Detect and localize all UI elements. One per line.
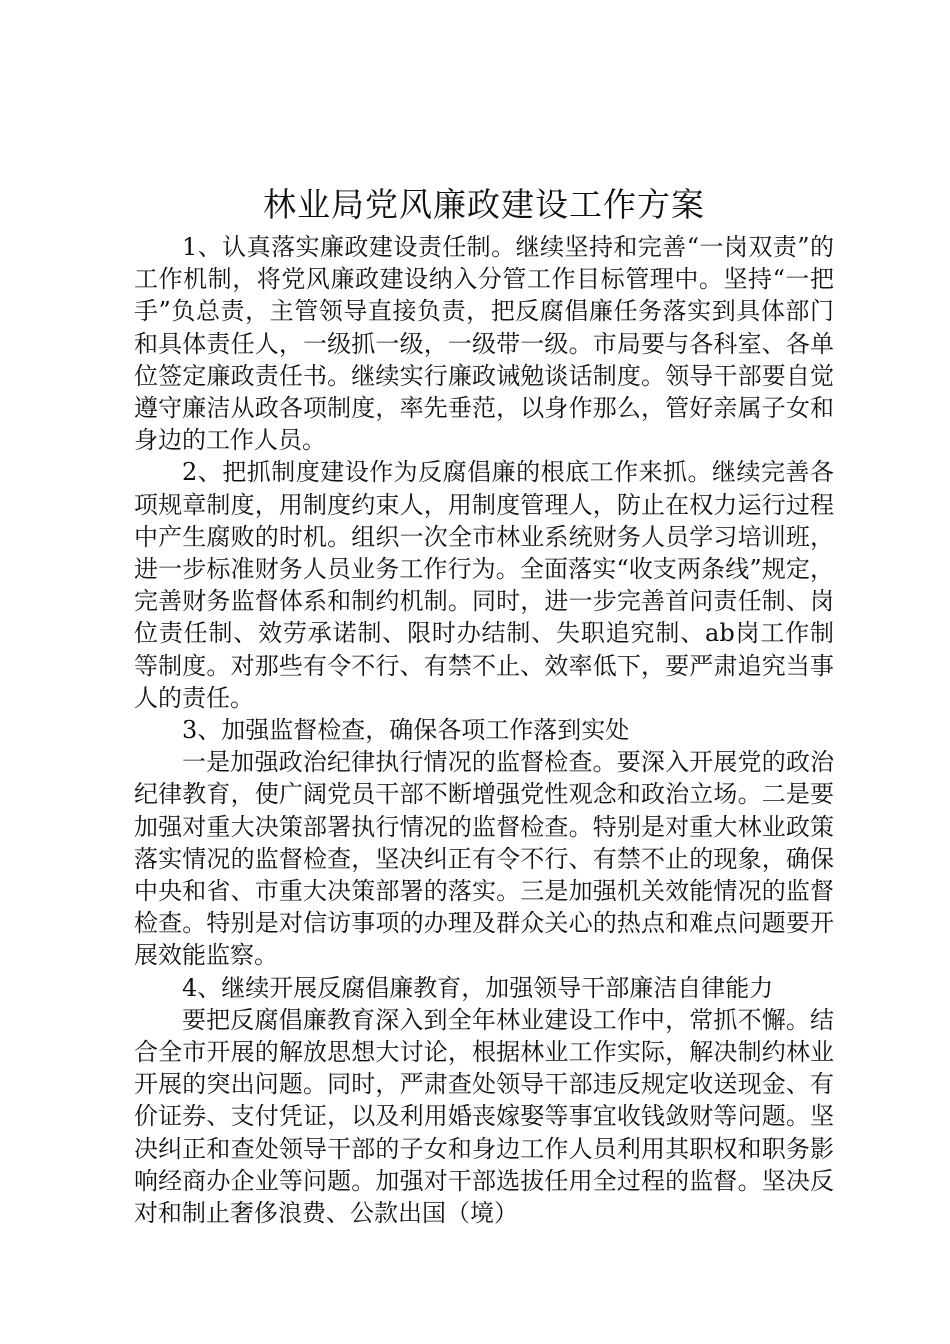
paragraph-system-building: 2、把抓制度建设作为反腐倡廉的根底工作来抓。继续完善各项规章制度，用制度约束人，用制度管理人，防止在权力运行过程中产生腐败的时机。组织一次全市林业系统财务人员学习培训班，进一步标准财务人员业务工作行为。全面落实“收支两条线”规定，完善财务监督体系和制约机制。同时，进一步完善首问责任制、岗位责任制、效劳承诺制、限时办结制、失职追究制、ab岗工作制等制度。对那些有令不行、有禁不止、效率低下，要严肃追究当事人的责任。	[134, 458, 834, 712]
paragraph-heading-education: 4、继续开展反腐倡廉教育，加强领导干部廉洁自律能力	[182, 973, 774, 1002]
paragraph-supervision-details: 一是加强政治纪律执行情况的监督检查。要深入开展党的政治纪律教育，使广阔党员干部不断增强党性观念和政治立场。二是要加强对重大决策部署执行情况的监督检查。特别是对重大林业政策落实情况的监督检查，坚决纠正有令不行、有禁不止的现象，确保中央和省、市重大决策部署的落实。三是加强机关效能情况的监督检查。特别是对信访事项的办理及群众关心的热点和难点问题要开展效能监察。	[134, 748, 834, 970]
paragraph-education-details: 要把反腐倡廉教育深入到全年林业建设工作中，常抓不懈。结合全市开展的解放思想大讨论，根据林业工作实际，解决制约林业开展的突出问题。同时，严肃查处领导干部违反规定收送现金、有价证券、支付凭证，以及利用婚丧嫁娶等事宜收钱敛财等问题。坚决纠正和查处领导干部的子女和身边工作人员利用其职权和职务影响经商办企业等问题。加强对干部选拔任用全过程的监督。坚决反对和制止奢侈浪费、公款出国（境）	[134, 1005, 834, 1228]
paragraph-responsibility-system: 1、认真落实廉政建设责任制。继续坚持和完善“一岗双责”的工作机制，将党风廉政建设纳入分管工作目标管理中。坚持“一把手”负总责，主管领导直接负责，把反腐倡廉任务落实到具体部门和具体责任人，一级抓一级，一级带一级。市局要与各科室、各单位签定廉政责任书。继续实行廉政诫勉谈话制度。领导干部要自觉遵守廉洁从政各项制度，率先垂范，以身作那么，管好亲属子女和身边的工作人员。	[134, 233, 834, 455]
document-title: 林业局党风廉政建设工作方案	[263, 185, 705, 224]
paragraph-heading-supervision: 3、加强监督检查，确保各项工作落到实处	[182, 716, 630, 745]
document-page	[134, 183, 834, 1229]
